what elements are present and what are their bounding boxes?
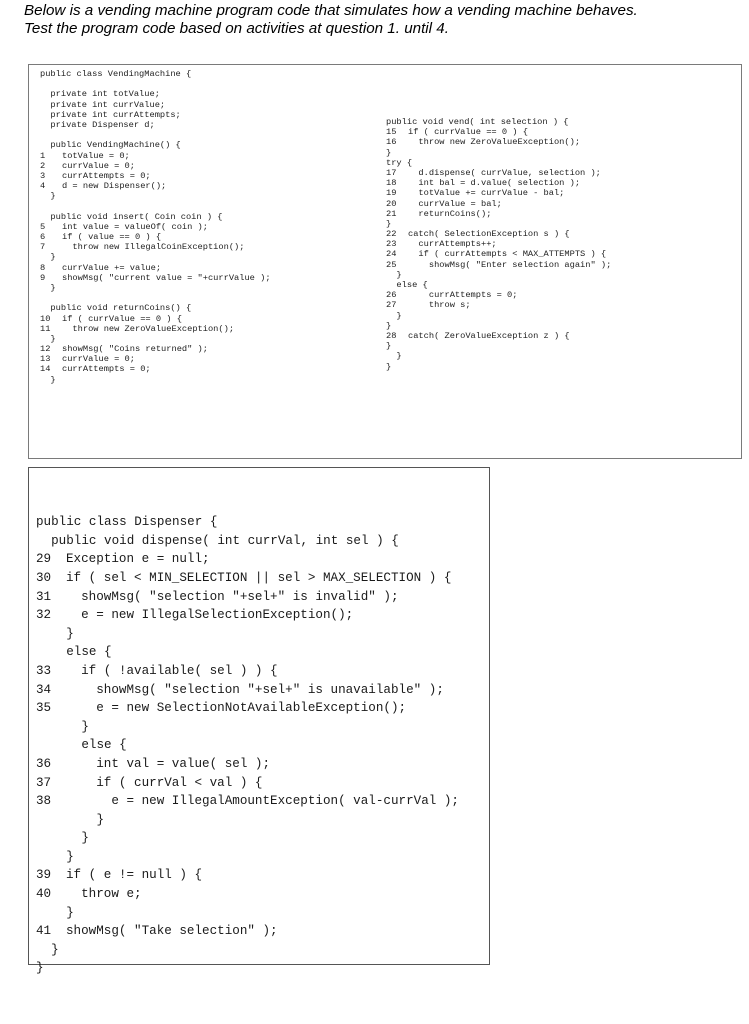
code-text: private int currAttempts; [40, 109, 181, 120]
code-text: } [36, 942, 59, 957]
line-number: 34 [36, 682, 52, 697]
line-number: 32 [36, 608, 52, 623]
code-text: e = new SelectionNotAvailableException(); [66, 701, 407, 716]
code-line [36, 736, 459, 755]
line-number: 20 [386, 198, 397, 209]
code-line [36, 550, 459, 569]
code-text: if ( sel < MIN_SELECTION || sel > MAX_SELECTION ) { [66, 570, 452, 585]
code-text: totValue += currValue - bal; [408, 188, 565, 199]
code-text: showMsg( "Take selection" ); [66, 924, 278, 939]
line-number: 28 [386, 330, 397, 341]
code-text: } [36, 849, 74, 864]
code-line [386, 137, 611, 147]
code-line [40, 263, 271, 273]
code-text: d.dispense( currValue, selection ); [408, 167, 601, 178]
code-text: } [386, 361, 392, 372]
line-number: 41 [36, 924, 52, 939]
code-text: e = new IllegalSelectionException(); [66, 608, 354, 623]
code-text: } [40, 333, 56, 344]
code-line [40, 79, 271, 89]
code-line [40, 120, 271, 130]
line-number: 14 [40, 364, 51, 375]
code-line [40, 242, 271, 252]
dispenser-code [36, 476, 459, 978]
code-line [40, 232, 271, 242]
code-line [386, 158, 611, 168]
code-text: returnCoins(); [408, 208, 492, 219]
code-line [386, 300, 611, 310]
code-text: else { [36, 645, 112, 660]
code-line [386, 127, 611, 137]
line-number: 23 [386, 239, 397, 250]
code-line [386, 178, 611, 188]
line-number: 17 [386, 167, 397, 178]
code-text: e = new IllegalAmountException( val-currVal ); [66, 794, 459, 809]
code-line [386, 321, 611, 331]
code-line [386, 260, 611, 270]
code-line [40, 181, 271, 191]
line-number: 25 [386, 259, 397, 270]
code-line [40, 303, 271, 313]
line-number: 7 [40, 242, 46, 253]
code-text: if ( currValue == 0 ) { [62, 313, 182, 324]
line-number: 40 [36, 887, 52, 902]
code-text: showMsg( "selection "+sel+" is invalid" ); [66, 589, 399, 604]
code-line [40, 110, 271, 120]
code-text: if ( currVal < val ) { [66, 775, 263, 790]
code-text: } [386, 218, 392, 229]
code-text: catch( SelectionException s ) { [408, 229, 570, 240]
code-line [386, 229, 611, 239]
code-text: } [386, 310, 402, 321]
line-number: 11 [40, 323, 51, 334]
code-text: } [36, 812, 105, 827]
line-number: 31 [36, 589, 52, 604]
line-number: 5 [40, 221, 46, 232]
line-number: 37 [36, 775, 52, 790]
code-text: showMsg( "Enter selection again" ); [408, 259, 612, 270]
code-line [36, 811, 459, 830]
code-text: Exception e = null; [66, 552, 210, 567]
line-number: 3 [40, 170, 46, 181]
line-number: 15 [386, 127, 397, 138]
line-number: 27 [386, 300, 397, 311]
code-text: } [40, 282, 56, 293]
code-text: } [36, 905, 74, 920]
code-line [386, 188, 611, 198]
code-text: public VendingMachine() { [40, 140, 181, 151]
line-number: 18 [386, 178, 397, 189]
code-text: if ( currValue == 0 ) { [408, 127, 528, 138]
instructions [24, 2, 744, 38]
code-line [36, 866, 459, 885]
code-line [40, 130, 271, 140]
code-text: if ( e != null ) { [66, 868, 203, 883]
line-number: 12 [40, 344, 51, 355]
code-line [40, 283, 271, 293]
code-text: throw e; [66, 887, 142, 902]
code-text: } [36, 961, 44, 976]
code-line [40, 252, 271, 262]
code-text: int bal = d.value( selection ); [408, 178, 581, 189]
line-number: 29 [36, 552, 52, 567]
line-number: 10 [40, 313, 51, 324]
vending-machine-code-right [386, 117, 611, 372]
code-line [36, 569, 459, 588]
line-number: 38 [36, 794, 52, 809]
line-number: 1 [40, 150, 46, 161]
code-text: } [36, 831, 89, 846]
line-number: 33 [36, 663, 52, 678]
code-line [36, 755, 459, 774]
code-text: showMsg( "selection "+sel+" is unavailable" ); [66, 682, 444, 697]
code-text: currValue = 0; [62, 160, 135, 171]
code-line [40, 201, 271, 211]
code-line [36, 885, 459, 904]
code-line [40, 375, 271, 385]
line-number: 35 [36, 701, 52, 716]
code-text: currValue = bal; [408, 198, 502, 209]
code-line [36, 941, 459, 960]
code-text: if ( !available( sel ) ) { [66, 663, 278, 678]
code-line [386, 239, 611, 249]
code-line [40, 354, 271, 364]
code-text: currAttempts = 0; [62, 170, 151, 181]
code-line [40, 212, 271, 222]
code-line [36, 588, 459, 607]
code-text: throw new ZeroValueException(); [62, 323, 235, 334]
code-line [36, 625, 459, 644]
code-text: currValue = 0; [62, 354, 135, 365]
line-number: 16 [386, 137, 397, 148]
line-number: 21 [386, 208, 397, 219]
code-line [36, 643, 459, 662]
instruction-line-1: Below is a vending machine program code that simulates how a vending machine behaves. [24, 2, 638, 19]
line-number: 30 [36, 570, 52, 585]
code-text: catch( ZeroValueException z ) { [408, 330, 570, 341]
code-text: if ( currAttempts < MAX_ATTEMPTS ) { [408, 249, 607, 260]
instruction-line-2: Test the program code based on activities at question 1. until 4. [24, 20, 449, 37]
code-text: public void insert( Coin coin ) { [40, 211, 223, 222]
code-line [386, 351, 611, 361]
code-line [40, 140, 271, 150]
code-line [36, 532, 459, 551]
code-line [36, 662, 459, 681]
code-line [36, 495, 459, 514]
code-text: currValue += value; [62, 262, 162, 273]
code-line [36, 959, 459, 978]
code-line [386, 148, 611, 158]
code-text: public void dispense( int currVal, int sel ) { [36, 533, 399, 548]
code-text: d = new Dispenser(); [62, 181, 167, 192]
code-line [40, 314, 271, 324]
code-text: showMsg( "Coins returned" ); [62, 344, 208, 355]
code-line [36, 606, 459, 625]
code-text: currAttempts = 0; [62, 364, 151, 375]
code-line [36, 792, 459, 811]
code-line [36, 476, 459, 495]
code-line [40, 273, 271, 283]
code-line [40, 151, 271, 161]
code-line [386, 280, 611, 290]
code-line [386, 362, 611, 372]
code-line [36, 699, 459, 718]
code-line [386, 199, 611, 209]
code-line [386, 270, 611, 280]
line-number: 4 [40, 181, 46, 192]
code-text: private int currValue; [40, 99, 166, 110]
code-line [386, 209, 611, 219]
code-text: } [386, 320, 392, 331]
code-text: } [386, 269, 402, 280]
code-line [386, 117, 611, 127]
code-line [40, 222, 271, 232]
line-number: 24 [386, 249, 397, 260]
code-text: private Dispenser d; [40, 119, 155, 130]
code-text: else { [36, 738, 127, 753]
code-text: } [36, 719, 89, 734]
code-line [36, 774, 459, 793]
code-line [386, 290, 611, 300]
code-line [40, 293, 271, 303]
code-line [386, 341, 611, 351]
code-text: public void returnCoins() { [40, 303, 192, 314]
code-text: public class VendingMachine { [40, 69, 192, 79]
code-line [36, 904, 459, 923]
code-line [36, 681, 459, 700]
line-number: 39 [36, 868, 52, 883]
code-text: public void vend( int selection ) { [386, 117, 569, 127]
code-line [40, 324, 271, 334]
code-line [386, 168, 611, 178]
code-text: throw new ZeroValueException(); [408, 137, 581, 148]
code-text: currAttempts++; [408, 239, 497, 250]
code-text: public class Dispenser { [36, 515, 218, 530]
code-text: throw s; [408, 300, 471, 311]
code-line [36, 718, 459, 737]
code-text: } [40, 252, 56, 263]
line-number: 2 [40, 160, 46, 171]
line-number: 36 [36, 756, 52, 771]
code-text: private int totValue; [40, 89, 160, 100]
line-number: 22 [386, 229, 397, 240]
code-text: if ( value == 0 ) { [62, 232, 162, 242]
code-text: showMsg( "current value = "+currValue ); [62, 272, 271, 283]
code-line [386, 311, 611, 321]
code-line [40, 364, 271, 374]
line-number: 13 [40, 354, 51, 365]
code-line [40, 344, 271, 354]
code-line [40, 171, 271, 181]
line-number: 8 [40, 262, 46, 273]
code-text: int val = value( sel ); [66, 756, 271, 771]
code-text: throw new IllegalCoinException(); [62, 242, 245, 253]
code-line [36, 513, 459, 532]
line-number: 6 [40, 232, 46, 242]
code-text: } [386, 341, 392, 352]
code-text: } [386, 351, 402, 362]
code-line [36, 922, 459, 941]
line-number: 26 [386, 290, 397, 301]
code-text: try { [386, 157, 413, 168]
code-line [386, 331, 611, 341]
code-text: int value = valueOf( coin ); [62, 221, 208, 232]
code-line [40, 191, 271, 201]
code-line [386, 219, 611, 229]
code-text: } [40, 191, 56, 202]
code-line [40, 89, 271, 99]
code-line [40, 69, 271, 79]
code-text: currAttempts = 0; [408, 290, 518, 301]
code-text: } [36, 626, 74, 641]
line-number: 9 [40, 272, 46, 283]
code-line [40, 334, 271, 344]
code-text: else { [386, 280, 428, 290]
code-text: } [40, 374, 56, 385]
line-number: 19 [386, 188, 397, 199]
code-line [40, 100, 271, 110]
code-line [40, 161, 271, 171]
code-line [386, 249, 611, 259]
code-text: } [386, 147, 392, 158]
code-text: totValue = 0; [62, 150, 130, 161]
code-line [36, 848, 459, 867]
vending-machine-code-left [40, 69, 271, 385]
code-line [36, 829, 459, 848]
